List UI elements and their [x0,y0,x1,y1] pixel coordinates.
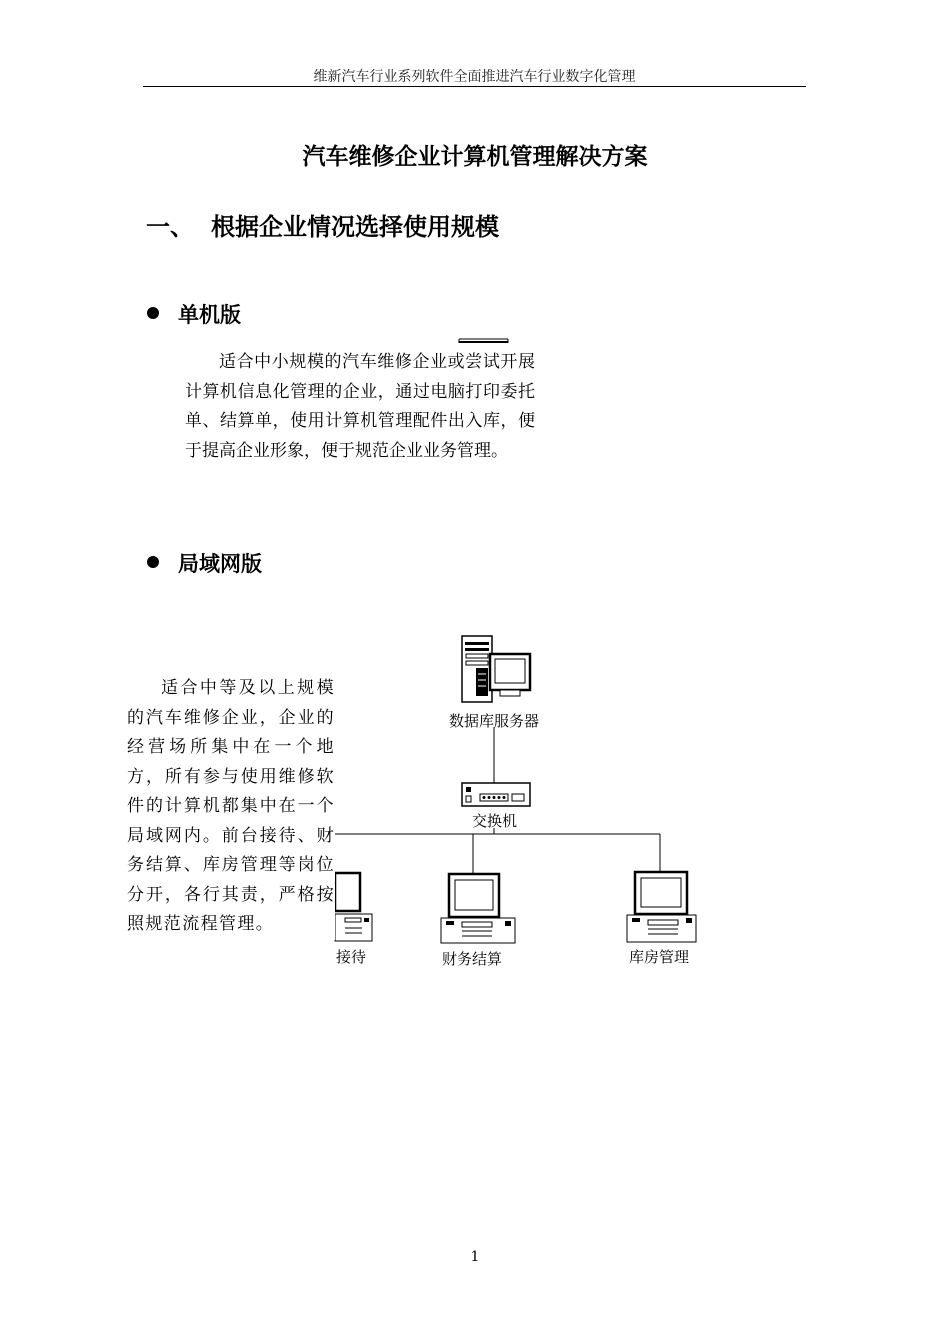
lan-paragraph: 适合中等及以上规模的汽车维修企业，企业的经营场所集中在一个地方，所有参与使用维修软件的计算机都集中在一个局域网内。前台接待、财务结算、库房管理等岗位分开，各行其责，严格按照规范流程管理。 [127,674,335,940]
standalone-paragraph: 适合中小规模的汽车维修企业或尝试开展计算机信息化管理的企业，通过电脑打印委托单、结算单，使用计算机管理配件出入库，便于提高企业形象，便于规范企业业务管理。 [185,352,535,461]
page-number: 1 [470,1249,480,1265]
switch-label: 交换机 [472,812,518,830]
workstation-right-icon [627,872,696,942]
server-icon [462,636,530,702]
workstation-left-icon [335,873,372,941]
node-left-label: 接待 [336,948,366,966]
section-title: 根据企业情况选择使用规模 [211,213,499,241]
node-right-label: 库房管理 [629,948,690,966]
server-label: 数据库服务器 [449,712,540,730]
standalone-heading: 单机版 [178,303,241,327]
workstation-middle-icon [441,874,515,943]
page-header: 维新汽车行业系列软件全面推进汽车行业数字化管理 [313,69,636,85]
document-title: 汽车维修企业计算机管理解决方案 [302,144,648,170]
decoration-icon [459,339,508,343]
lan-heading: 局域网版 [178,552,262,576]
section-number: 一、 [146,213,194,241]
switch-icon [462,783,530,806]
node-middle-label: 财务结算 [442,950,503,968]
